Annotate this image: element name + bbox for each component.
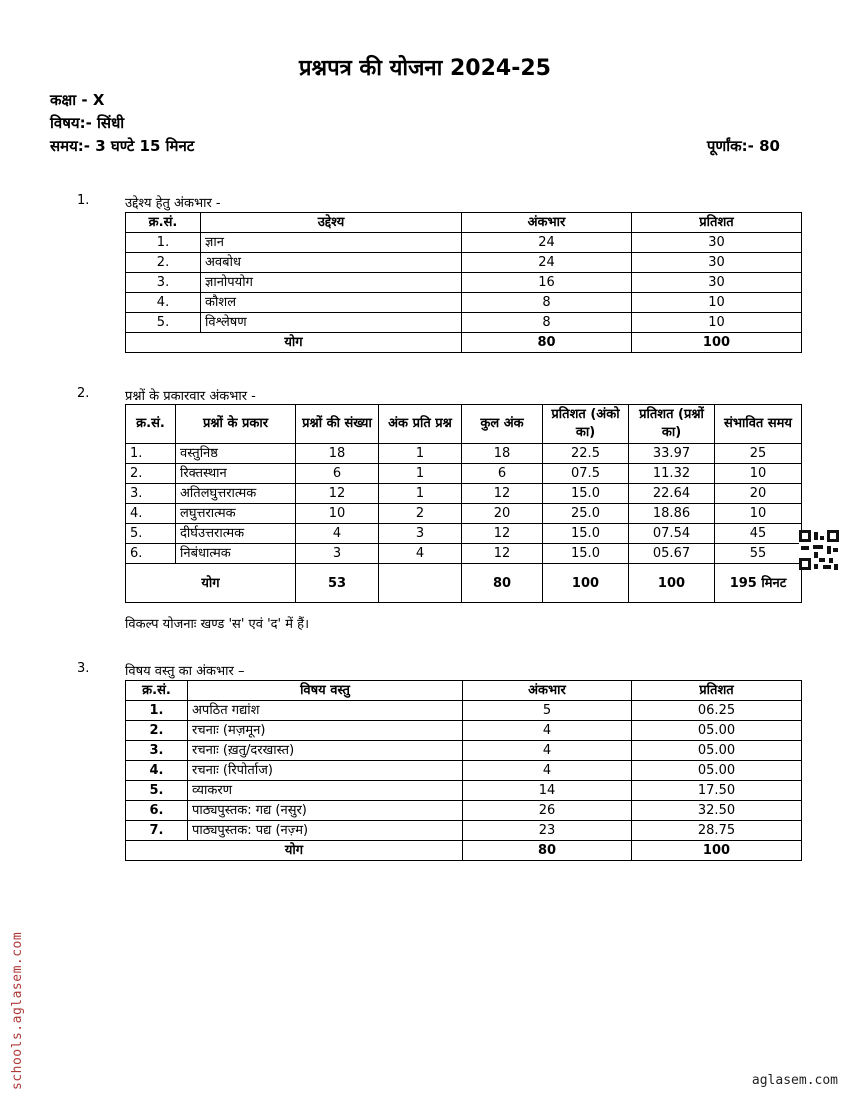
cell: रचनाः (ख़तु/दरखास्त) bbox=[188, 741, 463, 761]
cell: विश्लेषण bbox=[201, 313, 462, 333]
column-header: कुल अंक bbox=[462, 405, 543, 444]
cell: 14 bbox=[463, 781, 632, 801]
cell: ज्ञानोपयोग bbox=[201, 273, 462, 293]
cell: 17.50 bbox=[632, 781, 802, 801]
table-row bbox=[126, 464, 802, 484]
cell: निबंधात्मक bbox=[176, 544, 296, 564]
total-row bbox=[126, 841, 802, 861]
cell: 16 bbox=[462, 273, 632, 293]
cell: 5. bbox=[126, 313, 201, 333]
cell: 12 bbox=[462, 544, 543, 564]
cell: 4 bbox=[379, 544, 462, 564]
total-row bbox=[126, 333, 802, 353]
cell: 24 bbox=[462, 253, 632, 273]
cell: 2. bbox=[126, 721, 188, 741]
total-percent-questions: 100 bbox=[629, 564, 715, 603]
cell: 6. bbox=[126, 801, 188, 821]
cell: 1 bbox=[379, 464, 462, 484]
cell: 10 bbox=[632, 293, 802, 313]
column-header: अंक प्रति प्रश्न bbox=[379, 405, 462, 444]
time-line: समय:- 3 घण्टे 15 मिनट bbox=[50, 137, 195, 155]
cell: 25.0 bbox=[543, 504, 629, 524]
table-row bbox=[126, 524, 802, 544]
table-row bbox=[126, 781, 802, 801]
total-count: 53 bbox=[296, 564, 379, 603]
table-row bbox=[126, 544, 802, 564]
cell: 5. bbox=[126, 781, 188, 801]
cell: 12 bbox=[296, 484, 379, 504]
cell: अपठित गद्यांश bbox=[188, 701, 463, 721]
total-time: 195 मिनट bbox=[715, 564, 802, 603]
total-marks: 80 bbox=[462, 564, 543, 603]
total-marks: 80 bbox=[463, 841, 632, 861]
section3-number: 3. bbox=[77, 661, 90, 676]
cell: 4 bbox=[463, 741, 632, 761]
cell: 8 bbox=[462, 313, 632, 333]
table-row bbox=[126, 273, 802, 293]
cell: 10 bbox=[296, 504, 379, 524]
cell: रचनाः (मज़मून) bbox=[188, 721, 463, 741]
table-row bbox=[126, 313, 802, 333]
total-marks: 80 bbox=[462, 333, 632, 353]
total-percent-marks: 100 bbox=[543, 564, 629, 603]
table-row bbox=[126, 721, 802, 741]
total-per-question bbox=[379, 564, 462, 603]
cell: 33.97 bbox=[629, 444, 715, 464]
column-header: विषय वस्तु bbox=[188, 681, 463, 701]
cell: 1. bbox=[126, 444, 176, 464]
qr-code-icon bbox=[799, 530, 839, 570]
cell: व्याकरण bbox=[188, 781, 463, 801]
table-row bbox=[126, 504, 802, 524]
cell: 18 bbox=[462, 444, 543, 464]
total-label: योग bbox=[126, 841, 463, 861]
cell: 32.50 bbox=[632, 801, 802, 821]
cell: 05.00 bbox=[632, 761, 802, 781]
cell: 8 bbox=[462, 293, 632, 313]
column-header: प्रश्नों की संख्या bbox=[296, 405, 379, 444]
cell: 4. bbox=[126, 761, 188, 781]
cell: 5. bbox=[126, 524, 176, 544]
total-row bbox=[126, 564, 802, 603]
column-header: प्रश्नों के प्रकार bbox=[176, 405, 296, 444]
cell: 07.54 bbox=[629, 524, 715, 544]
column-header: क्र.सं. bbox=[126, 405, 176, 444]
cell: 2. bbox=[126, 253, 201, 273]
cell: रिक्तस्थान bbox=[176, 464, 296, 484]
cell: 1 bbox=[379, 444, 462, 464]
cell: 1 bbox=[379, 484, 462, 504]
cell: अतिलघुत्तरात्मक bbox=[176, 484, 296, 504]
cell: 4. bbox=[126, 504, 176, 524]
cell: 26 bbox=[463, 801, 632, 821]
cell: वस्तुनिष्ठ bbox=[176, 444, 296, 464]
table-row bbox=[126, 484, 802, 504]
cell: 2. bbox=[126, 464, 176, 484]
cell: 1. bbox=[126, 701, 188, 721]
table-row bbox=[126, 821, 802, 841]
cell: 30 bbox=[632, 273, 802, 293]
table-row bbox=[126, 253, 802, 273]
cell: 6. bbox=[126, 544, 176, 564]
cell: 12 bbox=[462, 524, 543, 544]
question-type-table bbox=[125, 404, 802, 603]
column-header: क्र.सं. bbox=[126, 213, 201, 233]
cell: 2 bbox=[379, 504, 462, 524]
column-header: प्रतिशत (अंको का) bbox=[543, 405, 629, 444]
table-row bbox=[126, 444, 802, 464]
cell: 4. bbox=[126, 293, 201, 313]
cell: 10 bbox=[632, 313, 802, 333]
class-line: कक्षा - X bbox=[50, 91, 105, 109]
cell: 24 bbox=[462, 233, 632, 253]
cell: 18 bbox=[296, 444, 379, 464]
footer-watermark: aglasem.com bbox=[751, 1073, 838, 1088]
table-row bbox=[126, 233, 802, 253]
max-marks: पूर्णांक:- 80 bbox=[706, 137, 780, 155]
subject-line: विषय:- सिंधी bbox=[50, 114, 125, 132]
table-row bbox=[126, 293, 802, 313]
cell: 4 bbox=[296, 524, 379, 544]
table-row bbox=[126, 761, 802, 781]
cell: 4 bbox=[463, 761, 632, 781]
total-percent: 100 bbox=[632, 333, 802, 353]
cell: कौशल bbox=[201, 293, 462, 313]
cell: 5 bbox=[463, 701, 632, 721]
table-row bbox=[126, 801, 802, 821]
column-header: संभावित समय bbox=[715, 405, 802, 444]
cell: 3. bbox=[126, 741, 188, 761]
column-header: प्रतिशत bbox=[632, 213, 802, 233]
column-header: उद्देश्य bbox=[201, 213, 462, 233]
column-header: अंकभार bbox=[462, 213, 632, 233]
cell: रचनाः (रिपोर्ताज) bbox=[188, 761, 463, 781]
column-header: प्रतिशत (प्रश्नों का) bbox=[629, 405, 715, 444]
cell: 15.0 bbox=[543, 524, 629, 544]
total-percent: 100 bbox=[632, 841, 802, 861]
cell: 6 bbox=[462, 464, 543, 484]
cell: 3 bbox=[296, 544, 379, 564]
section1-number: 1. bbox=[77, 193, 90, 208]
cell: 22.5 bbox=[543, 444, 629, 464]
cell: 05.67 bbox=[629, 544, 715, 564]
cell: 30 bbox=[632, 233, 802, 253]
section2-heading: प्रश्नों के प्रकारवार अंकभार - bbox=[125, 389, 256, 404]
cell: 30 bbox=[632, 253, 802, 273]
cell: 23 bbox=[463, 821, 632, 841]
column-header: क्र.सं. bbox=[126, 681, 188, 701]
cell: अवबोध bbox=[201, 253, 462, 273]
cell: 3. bbox=[126, 484, 176, 504]
cell: 25 bbox=[715, 444, 802, 464]
table-header-row bbox=[126, 213, 802, 233]
table-row bbox=[126, 741, 802, 761]
section2-number: 2. bbox=[77, 386, 90, 401]
cell: 7. bbox=[126, 821, 188, 841]
cell: 55 bbox=[715, 544, 802, 564]
cell: 4 bbox=[463, 721, 632, 741]
cell: 22.64 bbox=[629, 484, 715, 504]
cell: 3 bbox=[379, 524, 462, 544]
cell: ज्ञान bbox=[201, 233, 462, 253]
column-header: प्रतिशत bbox=[632, 681, 802, 701]
cell: 05.00 bbox=[632, 741, 802, 761]
cell: 45 bbox=[715, 524, 802, 544]
section3-heading: विषय वस्तु का अंकभार – bbox=[125, 664, 245, 679]
cell: 12 bbox=[462, 484, 543, 504]
cell: दीर्घउत्तरात्मक bbox=[176, 524, 296, 544]
option-note: विकल्प योजनाः खण्ड 'स' एवं 'द' में हैं। bbox=[125, 617, 309, 632]
table-row bbox=[126, 701, 802, 721]
cell: 18.86 bbox=[629, 504, 715, 524]
cell: 15.0 bbox=[543, 484, 629, 504]
cell: 11.32 bbox=[629, 464, 715, 484]
cell: 20 bbox=[462, 504, 543, 524]
cell: 10 bbox=[715, 504, 802, 524]
table-header-row bbox=[126, 405, 802, 444]
side-watermark: schools.aglasem.com bbox=[10, 931, 25, 1090]
cell: 07.5 bbox=[543, 464, 629, 484]
cell: 28.75 bbox=[632, 821, 802, 841]
cell: 6 bbox=[296, 464, 379, 484]
content-weightage-table bbox=[125, 680, 802, 861]
section1-heading: उद्देश्य हेतु अंकभार - bbox=[125, 196, 221, 211]
objective-weightage-table bbox=[125, 212, 802, 353]
cell: 20 bbox=[715, 484, 802, 504]
cell: 10 bbox=[715, 464, 802, 484]
total-label: योग bbox=[126, 333, 462, 353]
cell: 15.0 bbox=[543, 544, 629, 564]
total-label: योग bbox=[126, 564, 296, 603]
cell: पाठ्यपुस्तक: पद्य (नज़्म) bbox=[188, 821, 463, 841]
cell: 05.00 bbox=[632, 721, 802, 741]
column-header: अंकभार bbox=[463, 681, 632, 701]
page-title: प्रश्नपत्र की योजना 2024-25 bbox=[299, 56, 551, 81]
cell: 3. bbox=[126, 273, 201, 293]
cell: पाठ्यपुस्तक: गद्य (नसुर) bbox=[188, 801, 463, 821]
cell: 1. bbox=[126, 233, 201, 253]
table-header-row bbox=[126, 681, 802, 701]
cell: 06.25 bbox=[632, 701, 802, 721]
cell: लघुत्तरात्मक bbox=[176, 504, 296, 524]
